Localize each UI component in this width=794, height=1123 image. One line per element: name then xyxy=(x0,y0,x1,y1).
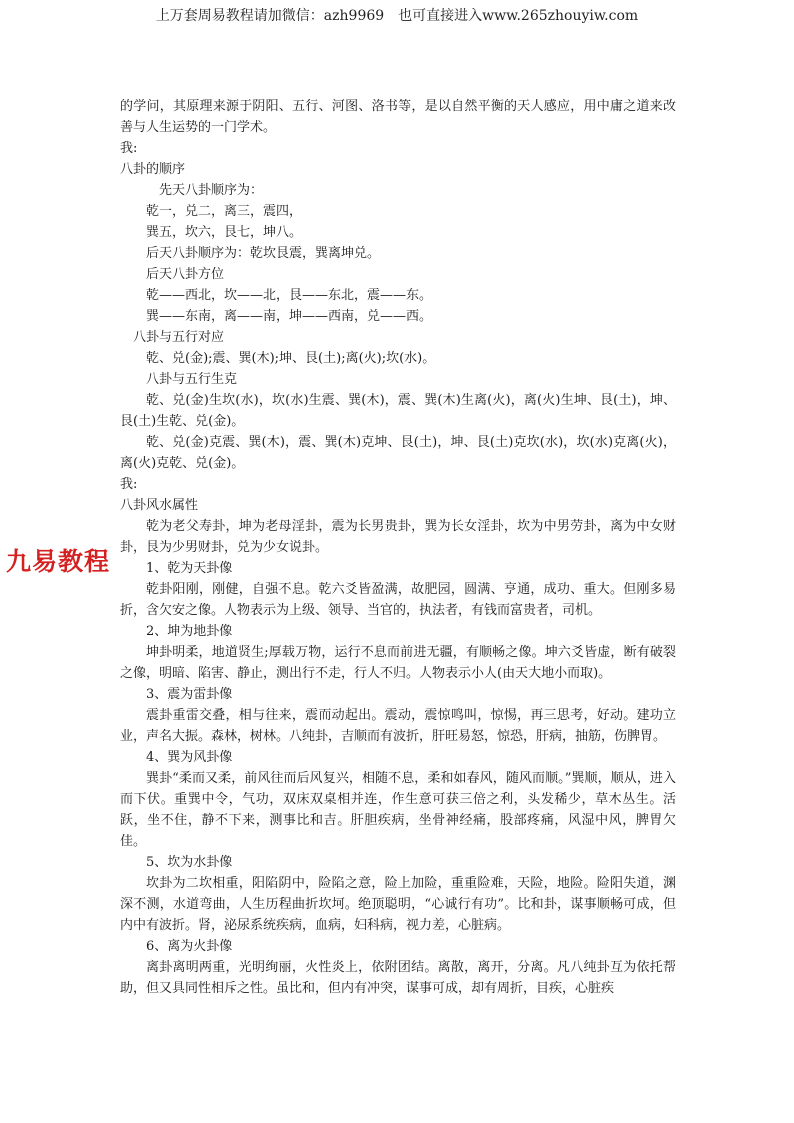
paragraph: 乾、兑(金)克震、巽(木)，震、巽(木)克坤、艮(土)，坤、艮(土)克坎(水)，坎(水)克离(火)，离(火)克乾、兑(金)。 xyxy=(120,435,676,471)
paragraph: 乾卦阳刚，刚健，自强不息。乾六爻皆盈满，故肥园，圆满、亨通，成功、重大。但刚多易折，含欠安之像。人物表示为上级、领导、当官的，执法者，有钱而富贵者，司机。 xyxy=(120,582,676,618)
paragraph: 巽卦“柔而又柔，前风往而后风复兴，相随不息，柔和如春风，随风而顺。”巽顺，顺从，进入而下伏。重巽中令，气功，双床双桌相并连，作生意可获三倍之利，头发稀少，草木丛生。活跃，坐不住，静不下来，测事比和吉。肝胆疾病，坐骨神经痛，股部疼痛，风湿中风，脾胃欠佳。 xyxy=(120,771,676,849)
paragraph: 先天八卦顺序为： xyxy=(159,183,264,198)
section-heading: 八卦与五行对应 xyxy=(133,330,225,345)
paragraph: 巽——东南，离——南，坤——西南，兑——西。 xyxy=(146,309,433,324)
section-heading: 八卦的顺序 xyxy=(120,162,186,177)
subsection-heading: 3、震为雷卦像 xyxy=(146,687,233,702)
paragraph: 坎卦为二坎相重，阳陷阴中，险陷之意，险上加险，重重险难，天险，地险。险阳失道，渊深不测，水道弯曲，人生历程曲折坎坷。绝顶聪明，“心诚行有功”。比和卦，谋事顺畅可成，但内中有波折。肾，泌尿系统疾病，血病，妇科病，视力差，心脏病。 xyxy=(120,876,676,933)
paragraph: 震卦重雷交叠，相与往来，震而动起出。震动，震惊鸣叫，惊惕，再三思考，好动。建功立业，声名大振。森林，树林。八纯卦，吉顺而有波折，肝旺易怒，惊恐，肝病，抽筋，伤脾胃。 xyxy=(120,708,676,744)
paragraph: 我: xyxy=(120,477,138,492)
paragraph: 离卦离明两重，光明绚丽，火性炎上，依附团结。离散，离开，分离。凡八纯卦互为依托帮助，但又具同性相斥之性。虽比和，但内有冲突，谋事可成，却有周折，目疾，心脏疾 xyxy=(120,960,676,996)
paragraph: 乾——西北，坎——北，艮——东北，震——东。 xyxy=(146,288,433,303)
subsection-heading: 1、乾为天卦像 xyxy=(146,561,233,576)
paragraph: 后天八卦方位 xyxy=(146,267,225,282)
document-body xyxy=(120,96,676,999)
subsection-heading: 2、坤为地卦像 xyxy=(146,624,233,639)
section-heading: 八卦与五行生克 xyxy=(146,372,238,387)
paragraph: 我: xyxy=(120,141,138,156)
paragraph: 坤卦明柔，地道贤生;厚载万物，运行不息而前进无疆，有顺畅之像。坤六爻皆虚，断有破裂之像，明暗、陷害、静止，测出行不走，行人不归。人物表示小人(由天大地小而取)。 xyxy=(120,645,676,681)
paragraph: 乾为老父寿卦，坤为老母淫卦，震为长男贵卦，巽为长女淫卦，坎为中男劳卦，离为中女财卦，艮为少男财卦，兑为少女说卦。 xyxy=(120,519,676,555)
paragraph: 乾、兑(金)生坎(水)，坎(水)生震、巽(木)，震、巽(木)生离(火)，离(火)生坤、艮(土)，坤、艮(土)生乾、兑(金)。 xyxy=(120,393,676,429)
paragraph: 巽五，坎六，艮七，坤八。 xyxy=(146,225,303,240)
subsection-heading: 5、坎为水卦像 xyxy=(146,855,233,870)
paragraph: 后天八卦顺序为：乾坎艮震，巽离坤兑。 xyxy=(146,246,381,261)
watermark-logo-text: 九易教程 xyxy=(6,547,111,576)
paragraph: 乾、兑(金);震、巽(木);坤、艮(土);离(火);坎(水)。 xyxy=(146,351,436,366)
paragraph: 的学问，其原理来源于阴阳、五行、河图、洛书等，是以自然平衡的天人感应，用中庸之道来改善与人生运势的一门学术。 xyxy=(120,99,676,135)
subsection-heading: 6、离为火卦像 xyxy=(146,939,233,954)
page-header: 上万套周易教程请加微信：azh9969 也可直接进入www.265zhouyiw.com xyxy=(155,8,639,24)
section-heading: 八卦风水属性 xyxy=(120,498,199,513)
paragraph: 乾一，兑二，离三，震四， xyxy=(146,204,303,219)
subsection-heading: 4、巽为风卦像 xyxy=(146,750,233,765)
